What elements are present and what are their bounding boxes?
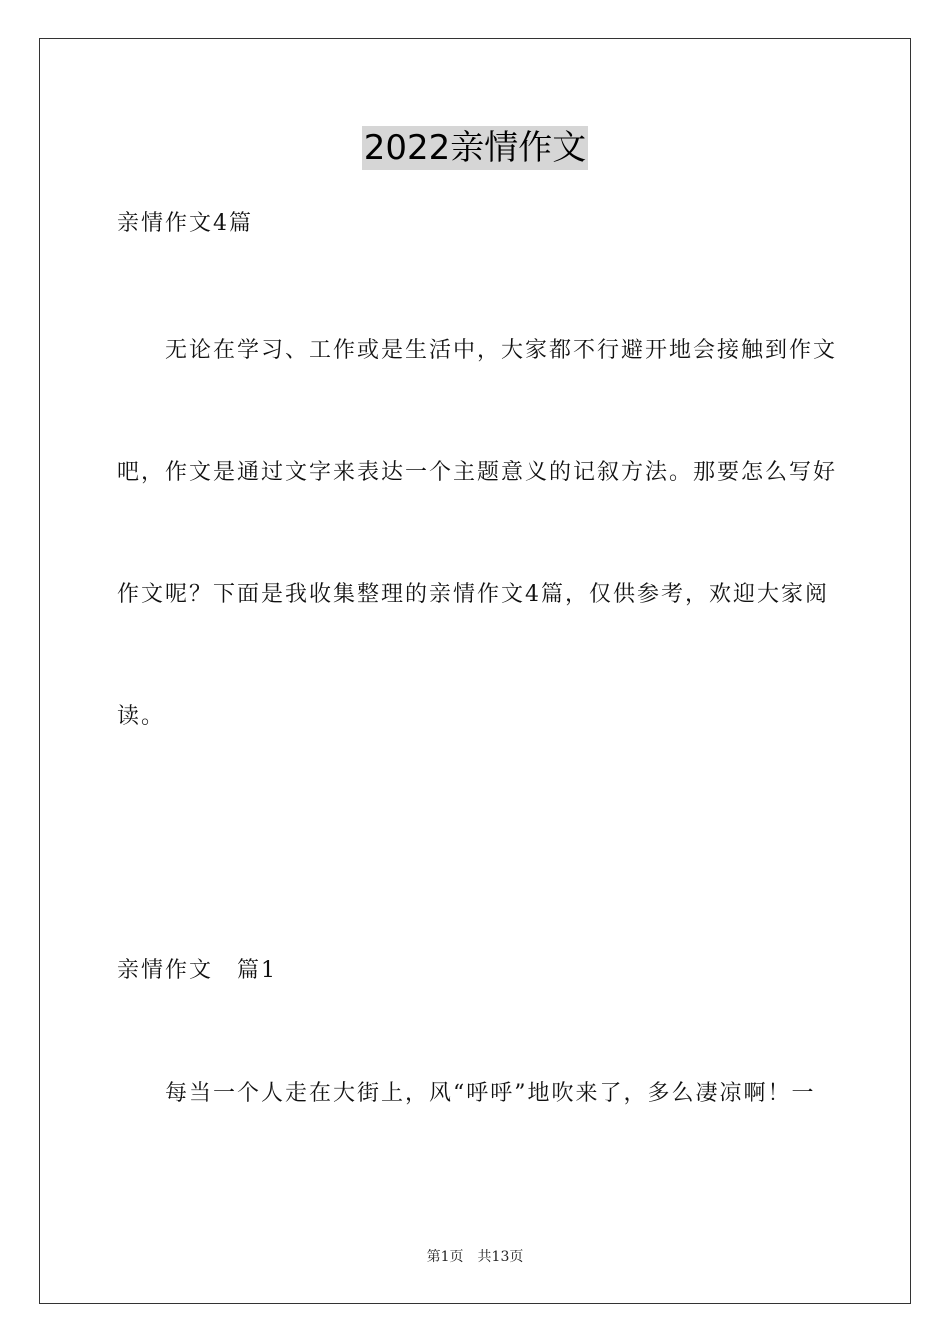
intro-line-1: 无论在学习、工作或是生活中，大家都不行避开地会接触到作文 — [117, 338, 838, 363]
document-title: 2022亲情作文 — [363, 128, 587, 168]
document-title-wrapper — [0, 126, 950, 170]
intro-line-3: 作文呢？下面是我收集整理的亲情作文4篇，仅供参考，欢迎大家阅 — [117, 582, 829, 607]
section-first-line: 每当一个人走在大街上，风“呼呼”地吹来了，多么凄凉啊！一 — [117, 1081, 816, 1106]
document-subtitle: 亲情作文4篇 — [117, 211, 253, 236]
intro-paragraph — [117, 336, 837, 824]
section-heading: 亲情作文 篇1 — [117, 958, 277, 983]
intro-line-4: 读。 — [117, 704, 166, 729]
intro-line-2: 吧，作文是通过文字来表达一个主题意义的记叙方法。那要怎么写好 — [117, 460, 838, 485]
page-footer: 第1页 共13页 — [426, 1249, 524, 1265]
